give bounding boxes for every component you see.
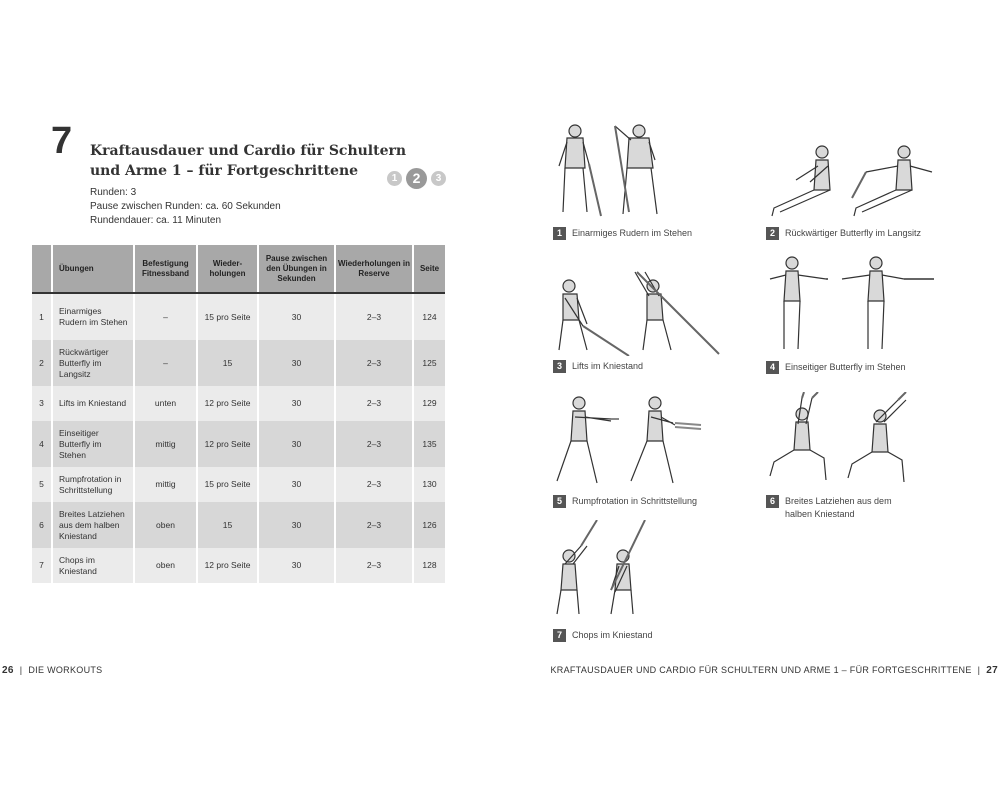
footer-section-left: DIE WORKOUTS — [28, 665, 103, 675]
exercise-table — [32, 245, 445, 583]
cell-pause: 30 — [258, 502, 335, 548]
level-3-circle: 3 — [431, 171, 446, 186]
cell-index: 3 — [32, 386, 52, 421]
page-number-right: 27 — [986, 665, 998, 676]
exercise-1-caption — [553, 227, 692, 240]
workout-title-line: und Arme 1 – für Fortgeschrittene — [90, 163, 359, 179]
cell-attachment: oben — [134, 502, 197, 548]
exercise-4-label: Einseitiger Butterfly im Stehen — [785, 362, 906, 372]
footer-section-right: KRAFTAUSDAUER UND CARDIO FÜR SCHULTERN UND ARME 1 – FÜR FORTGESCHRITTENE — [550, 665, 972, 675]
table-row — [32, 502, 445, 548]
exercise-3-number: 3 — [553, 360, 566, 373]
footer-right: KRAFTAUSDAUER UND CARDIO FÜR SCHULTERN UND ARME 1 – FÜR FORTGESCHRITTENE | 27 — [550, 665, 998, 676]
cell-index: 4 — [32, 421, 52, 467]
cell-attachment: – — [134, 340, 197, 386]
table-row — [32, 421, 445, 467]
table-row — [32, 467, 445, 502]
exercise-7-number: 7 — [553, 629, 566, 642]
workout-title-line: Kraftausdauer und Cardio für Schultern — [90, 143, 407, 159]
exercise-6-label-line: Breites Latziehen aus dem — [785, 496, 892, 506]
exercise-3-caption — [553, 360, 643, 373]
workout-number: 7 — [51, 120, 73, 162]
cell-reps: 15 pro Seite — [197, 293, 258, 340]
cell-attachment: mittig — [134, 421, 197, 467]
exercise-2-label: Rückwärtiger Butterfly im Langsitz — [785, 228, 922, 238]
cell-reserve: 2–3 — [335, 293, 413, 340]
cell-reps: 15 — [197, 502, 258, 548]
cell-reserve: 2–3 — [335, 548, 413, 583]
cell-reserve: 2–3 — [335, 386, 413, 421]
level-1-circle: 1 — [387, 171, 402, 186]
cell-pause: 30 — [258, 421, 335, 467]
exercise-3-illustration — [553, 268, 723, 356]
table-row — [32, 548, 445, 583]
round-duration-text: Rundendauer: ca. 11 Minuten — [90, 215, 222, 226]
exercise-5-number: 5 — [553, 495, 566, 508]
header-repetitions: Wiederholungen — [197, 245, 258, 293]
exercise-6-label-line: halben Kniestand — [785, 509, 855, 519]
exercise-4-illustration — [766, 255, 936, 353]
cell-page: 126 — [413, 502, 445, 548]
table-row — [32, 340, 445, 386]
cell-page: 124 — [413, 293, 445, 340]
cell-exercise: Einarmiges Rudern im Stehen — [52, 293, 134, 340]
exercise-2-number: 2 — [766, 227, 779, 240]
exercise-5 — [553, 395, 743, 515]
footer-left: 26 | DIE WORKOUTS — [2, 665, 103, 676]
exercise-1-illustration — [553, 120, 673, 220]
cell-page: 128 — [413, 548, 445, 583]
header-pause: Pause zwischen den Übungen in Sekunden — [258, 245, 335, 293]
exercise-1 — [553, 120, 743, 245]
exercise-7 — [553, 520, 743, 645]
cell-index: 7 — [32, 548, 52, 583]
header-page: Seite — [413, 245, 445, 293]
exercise-7-label: Chops im Kniestand — [572, 630, 653, 640]
exercise-4-number: 4 — [766, 361, 779, 374]
exercise-5-illustration — [553, 395, 703, 487]
header-reps-in-reserve: Wiederholungen in Reserve — [335, 245, 413, 293]
cell-pause: 30 — [258, 293, 335, 340]
cell-page: 125 — [413, 340, 445, 386]
round-pause-text: Pause zwischen Runden: ca. 60 Sekunden — [90, 201, 281, 212]
exercise-5-caption — [553, 495, 697, 508]
table-row — [32, 386, 445, 421]
exercise-7-caption — [553, 629, 653, 642]
cell-pause: 30 — [258, 548, 335, 583]
workout-title — [90, 141, 407, 181]
cell-exercise: Breites Latziehen aus dem halben Kniestand — [52, 502, 134, 548]
cell-page: 135 — [413, 421, 445, 467]
level-2-circle-active: 2 — [406, 168, 427, 189]
exercise-6-number: 6 — [766, 495, 779, 508]
header-exercises: Übungen — [52, 245, 134, 293]
cell-reps: 12 pro Seite — [197, 421, 258, 467]
exercise-6-caption — [766, 495, 892, 521]
exercise-2 — [766, 140, 966, 245]
cell-pause: 30 — [258, 340, 335, 386]
workout-meta — [90, 186, 281, 228]
cell-reserve: 2–3 — [335, 421, 413, 467]
cell-index: 6 — [32, 502, 52, 548]
exercise-4-caption — [766, 361, 906, 374]
cell-exercise: Rückwärtiger Butterfly im Langsitz — [52, 340, 134, 386]
cell-reps: 15 — [197, 340, 258, 386]
cell-page: 129 — [413, 386, 445, 421]
exercise-3-label: Lifts im Kniestand — [572, 361, 644, 371]
exercise-2-caption — [766, 227, 921, 240]
exercise-6 — [766, 392, 966, 527]
exercise-1-label: Einarmiges Rudern im Stehen — [572, 228, 693, 238]
cell-reps: 12 pro Seite — [197, 386, 258, 421]
cell-reps: 15 pro Seite — [197, 467, 258, 502]
exercise-2-illustration — [766, 140, 936, 220]
table-row — [32, 293, 445, 340]
exercise-7-illustration — [553, 520, 663, 618]
cell-page: 130 — [413, 467, 445, 502]
cell-pause: 30 — [258, 467, 335, 502]
cell-attachment: unten — [134, 386, 197, 421]
cell-attachment: mittig — [134, 467, 197, 502]
cell-exercise: Chops im Kniestand — [52, 548, 134, 583]
cell-exercise: Lifts im Kniestand — [52, 386, 134, 421]
cell-reps: 12 pro Seite — [197, 548, 258, 583]
cell-attachment: – — [134, 293, 197, 340]
cell-index: 2 — [32, 340, 52, 386]
table-header-row — [32, 245, 445, 293]
exercise-3 — [553, 268, 743, 380]
cell-pause: 30 — [258, 386, 335, 421]
cell-index: 1 — [32, 293, 52, 340]
exercise-6-illustration — [766, 392, 916, 484]
exercise-1-number: 1 — [553, 227, 566, 240]
cell-reserve: 2–3 — [335, 340, 413, 386]
cell-reserve: 2–3 — [335, 502, 413, 548]
header-band-attachment: Befestigung Fitnessband — [134, 245, 197, 293]
exercise-5-label: Rumpfrotation in Schrittstellung — [572, 496, 698, 506]
cell-exercise: Rumpfrotation in Schrittstellung — [52, 467, 134, 502]
cell-attachment: oben — [134, 548, 197, 583]
header-index — [32, 245, 52, 293]
rounds-text: Runden: 3 — [90, 187, 137, 198]
cell-reserve: 2–3 — [335, 467, 413, 502]
exercise-4 — [766, 255, 966, 380]
cell-index: 5 — [32, 467, 52, 502]
cell-exercise: Einseitiger Butterfly im Stehen — [52, 421, 134, 467]
page-number-left: 26 — [2, 665, 14, 676]
